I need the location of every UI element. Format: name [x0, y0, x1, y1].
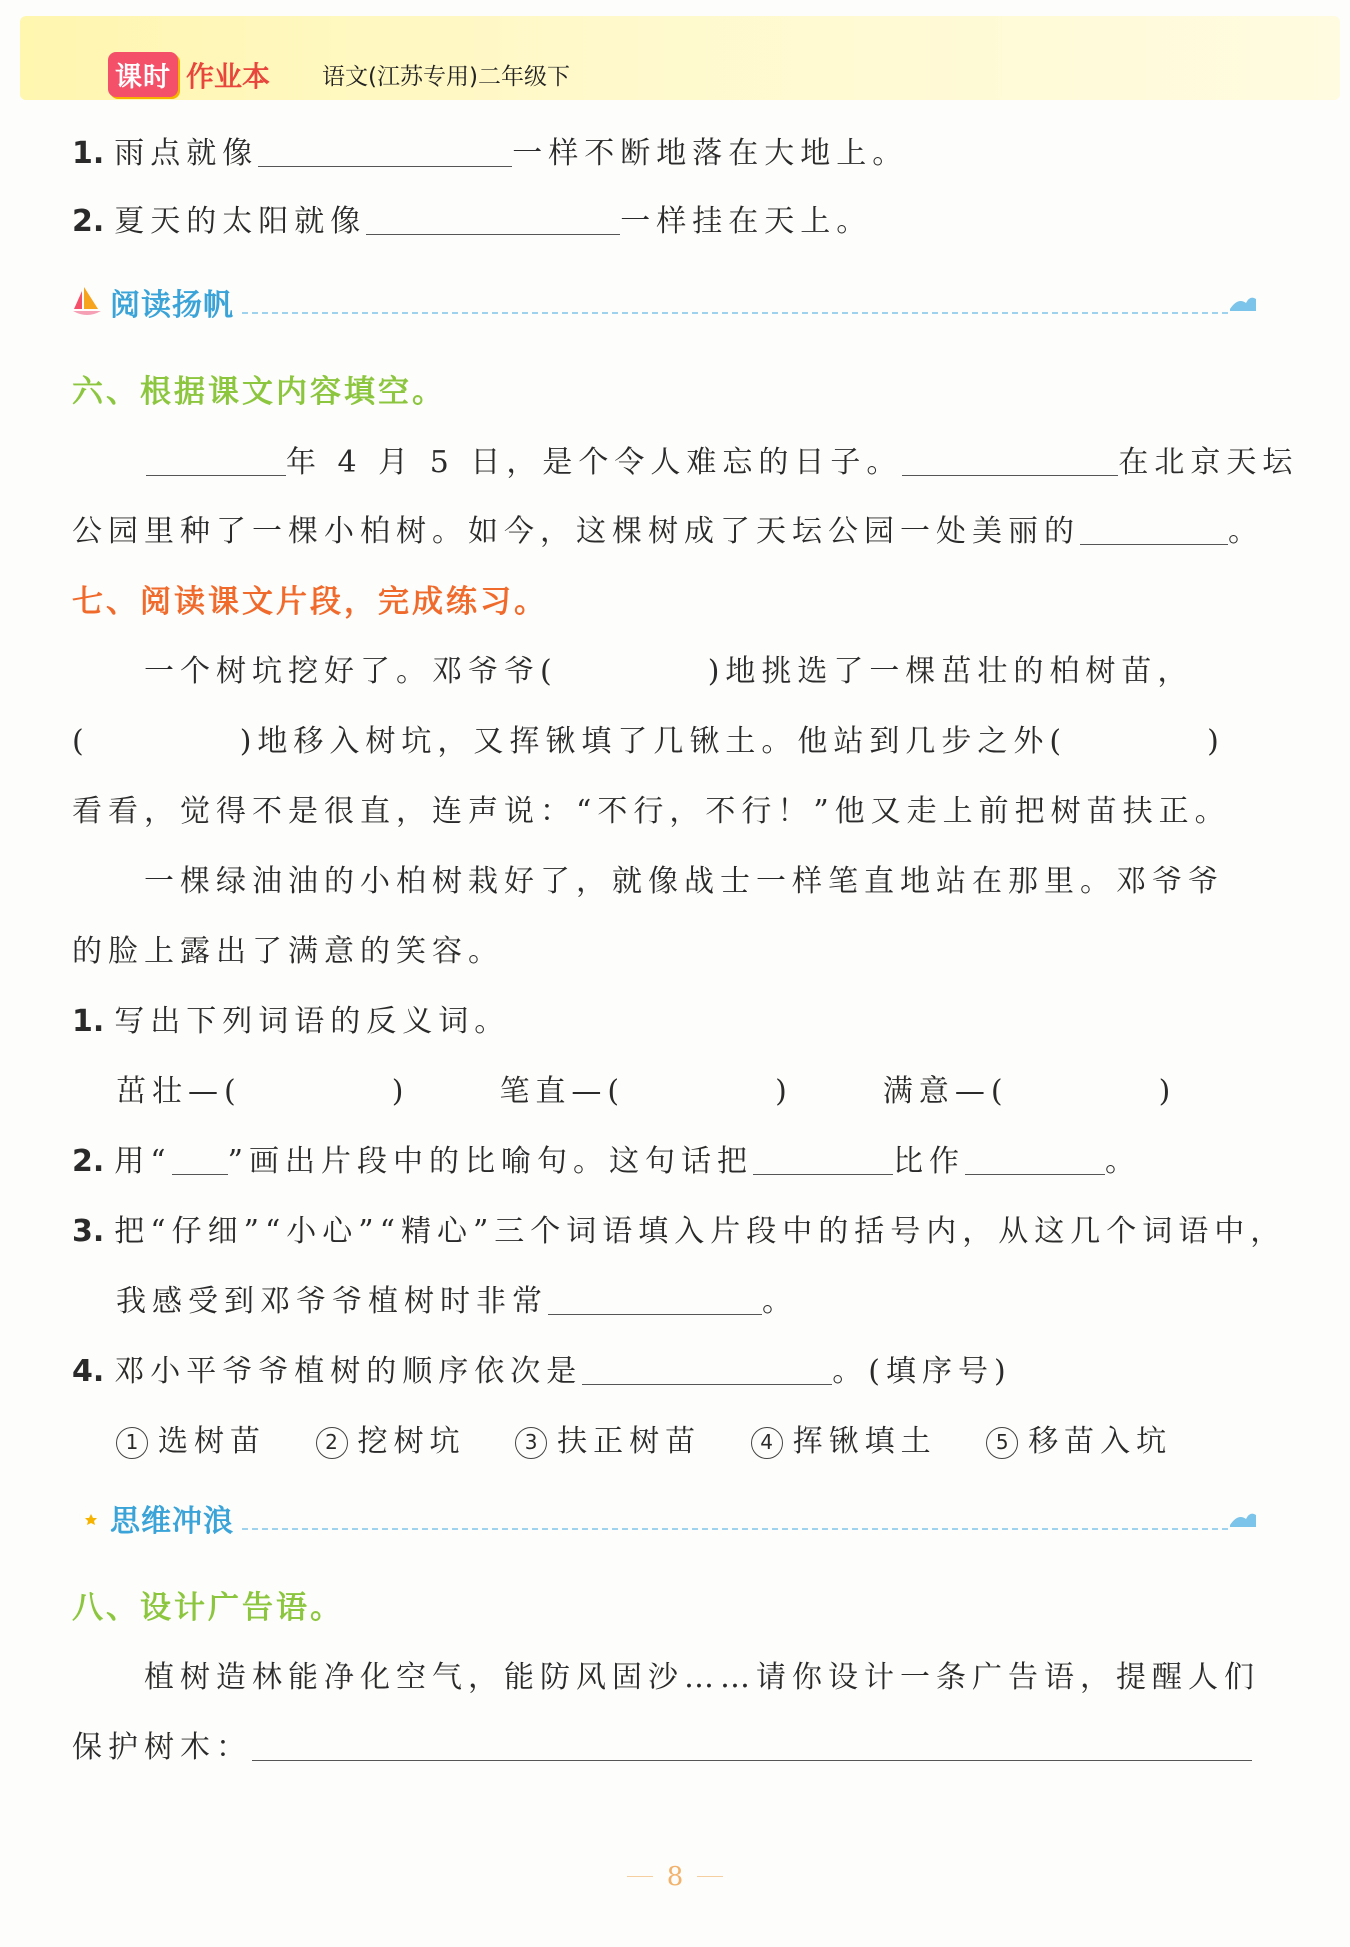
question-text: 我感受到邓爷爷植树时非常	[116, 1284, 548, 1319]
passage-text: 一棵绿油油的小柏树栽好了，就像战士一样笔直地站在那里。邓爷爷	[144, 864, 1224, 899]
option-marker: 5	[986, 1427, 1018, 1459]
antonym-row	[116, 1066, 1258, 1110]
question-6-title: 六、根据课文内容填空。	[72, 374, 446, 410]
page-number	[0, 1862, 1350, 1892]
answer-blank[interactable]	[582, 1354, 832, 1385]
q7-passage-line-4	[72, 856, 1258, 900]
page-number-dash	[627, 1876, 653, 1877]
option-item	[116, 1424, 266, 1459]
question-text: 保护树木：	[72, 1730, 252, 1765]
option-item	[986, 1424, 1172, 1459]
question-text: ”画出片段中的比喻句。这句话把	[227, 1144, 753, 1179]
answer-blank[interactable]	[902, 445, 1118, 476]
q7-subquestion-4	[72, 1346, 1258, 1390]
antonym-word: 满意—(	[882, 1074, 1009, 1109]
answer-blank[interactable]	[366, 204, 620, 235]
q6-line-2	[72, 506, 1264, 550]
option-item	[316, 1424, 466, 1459]
book-title: 语文(江苏专用)二年级下	[322, 64, 570, 90]
passage-text: 一个树坑挖好了。邓爷爷(	[144, 654, 558, 689]
question-text: 植树造林能净化空气，能防风固沙……请你设计一条广告语，提醒人们	[144, 1660, 1260, 1695]
top-item-1	[72, 128, 1258, 172]
option-text: 选树苗	[158, 1424, 266, 1459]
passage-text: )地挑选了一棵茁壮的柏树苗，	[707, 654, 1194, 689]
q7-subquestion-3-line-2	[116, 1276, 1258, 1320]
q7-subquestion-2	[72, 1136, 1258, 1180]
q7-subquestion-3	[72, 1206, 1287, 1250]
q6-text: 年 4 月 5 日，是个令人难忘的日子。	[286, 445, 903, 480]
slogan-answer-line[interactable]	[252, 1730, 1252, 1761]
q7-subquestion-1	[72, 996, 1258, 1040]
answer-blank[interactable]	[753, 1144, 893, 1175]
section-header-thinking	[72, 1496, 1258, 1540]
question-text: 邓小平爷爷植树的顺序依次是	[114, 1354, 583, 1389]
section-divider	[242, 1506, 1228, 1530]
wave-icon	[1228, 1507, 1258, 1529]
question-text: 把“仔细”“小心”“精心”三个词语填入片段中的括号内，从这几个词语中，	[114, 1214, 1287, 1249]
option-text: 移苗入坑	[1028, 1424, 1173, 1459]
q7-passage-line-2	[72, 716, 1258, 760]
wavy-underline-sample	[172, 1144, 228, 1175]
question-text: 。(填序号)	[832, 1354, 1012, 1389]
option-marker: 2	[316, 1427, 348, 1459]
antonym-word: 茁壮—(	[116, 1074, 242, 1109]
item-text-before: 雨点就像	[114, 136, 259, 171]
answer-blank[interactable]	[1080, 514, 1228, 545]
item-number: 1.	[72, 136, 105, 171]
item-number: 2.	[72, 1144, 105, 1179]
option-item	[515, 1424, 701, 1459]
page-number-value: 8	[666, 1862, 684, 1892]
wave-icon	[1228, 291, 1258, 313]
answer-blank[interactable]	[965, 1144, 1105, 1175]
answer-blank[interactable]	[548, 1284, 762, 1315]
item-number: 3.	[72, 1214, 105, 1249]
q6-line-1	[72, 437, 1299, 481]
question-text: 用“	[114, 1144, 172, 1179]
sailboat-icon	[72, 285, 102, 319]
option-text: 挥锹填土	[792, 1424, 937, 1459]
section-label: 阅读扬帆	[110, 288, 234, 323]
question-8-title: 八、设计广告语。	[72, 1590, 344, 1626]
q6-text: 在北京天坛	[1118, 445, 1299, 480]
passage-text: (	[72, 724, 90, 759]
section-header-reading	[72, 280, 1258, 324]
option-text: 挖树坑	[357, 1424, 466, 1459]
logo-mark: 课时	[108, 52, 178, 97]
option-item	[751, 1424, 937, 1459]
item-number: 2.	[72, 204, 105, 239]
answer-blank[interactable]	[146, 445, 286, 476]
section-divider	[242, 290, 1228, 314]
q7-passage-line-5: 的脸上露出了满意的笑容。	[72, 934, 504, 969]
top-item-2	[72, 196, 1258, 240]
question-text: 写出下列词语的反义词。	[114, 1004, 511, 1039]
logo-text: 作业本	[186, 59, 271, 93]
option-text: 扶正树苗	[557, 1424, 702, 1459]
q6-text: 。	[1228, 514, 1264, 549]
passage-text: )地移入树坑，又挥锹填了几锹土。他站到几步之外(	[239, 724, 1068, 759]
sequence-options	[116, 1416, 1258, 1460]
page-number-dash	[697, 1876, 723, 1877]
item-number: 4.	[72, 1354, 105, 1389]
antonym-close: )	[391, 1074, 410, 1109]
q8-line-1	[72, 1652, 1258, 1696]
antonym-close: )	[775, 1074, 793, 1109]
section-label: 思维冲浪	[110, 1504, 234, 1539]
answer-blank[interactable]	[258, 136, 512, 167]
q8-line-2	[72, 1722, 1258, 1766]
question-text: 。	[1104, 1144, 1141, 1179]
q6-text: 公园里种了一棵小柏树。如今，这棵树成了天坛公园一处美丽的	[72, 514, 1080, 549]
antonym-word: 笔直—(	[499, 1074, 626, 1109]
question-7-title: 七、阅读课文片段，完成练习。	[72, 584, 548, 620]
item-number: 1.	[72, 1004, 105, 1039]
question-text: 比作	[892, 1144, 965, 1179]
option-marker: 4	[751, 1427, 783, 1459]
option-marker: 3	[515, 1427, 547, 1459]
item-text-after: 一样不断地落在大地上。	[512, 136, 909, 171]
item-text-before: 夏天的太阳就像	[114, 204, 367, 239]
antonym-close: )	[1158, 1074, 1177, 1109]
q7-passage-line-3: 看看，觉得不是很直，连声说：“不行，不行！”他又走上前把树苗扶正。	[72, 794, 1231, 829]
passage-text: )	[1207, 724, 1225, 759]
q7-passage-line-1	[72, 646, 1258, 690]
item-text-after: 一样挂在天上。	[620, 204, 873, 239]
question-text: 。	[762, 1284, 798, 1319]
logo	[108, 52, 270, 97]
option-marker: 1	[116, 1427, 148, 1459]
moon-star-icon	[72, 1501, 102, 1535]
